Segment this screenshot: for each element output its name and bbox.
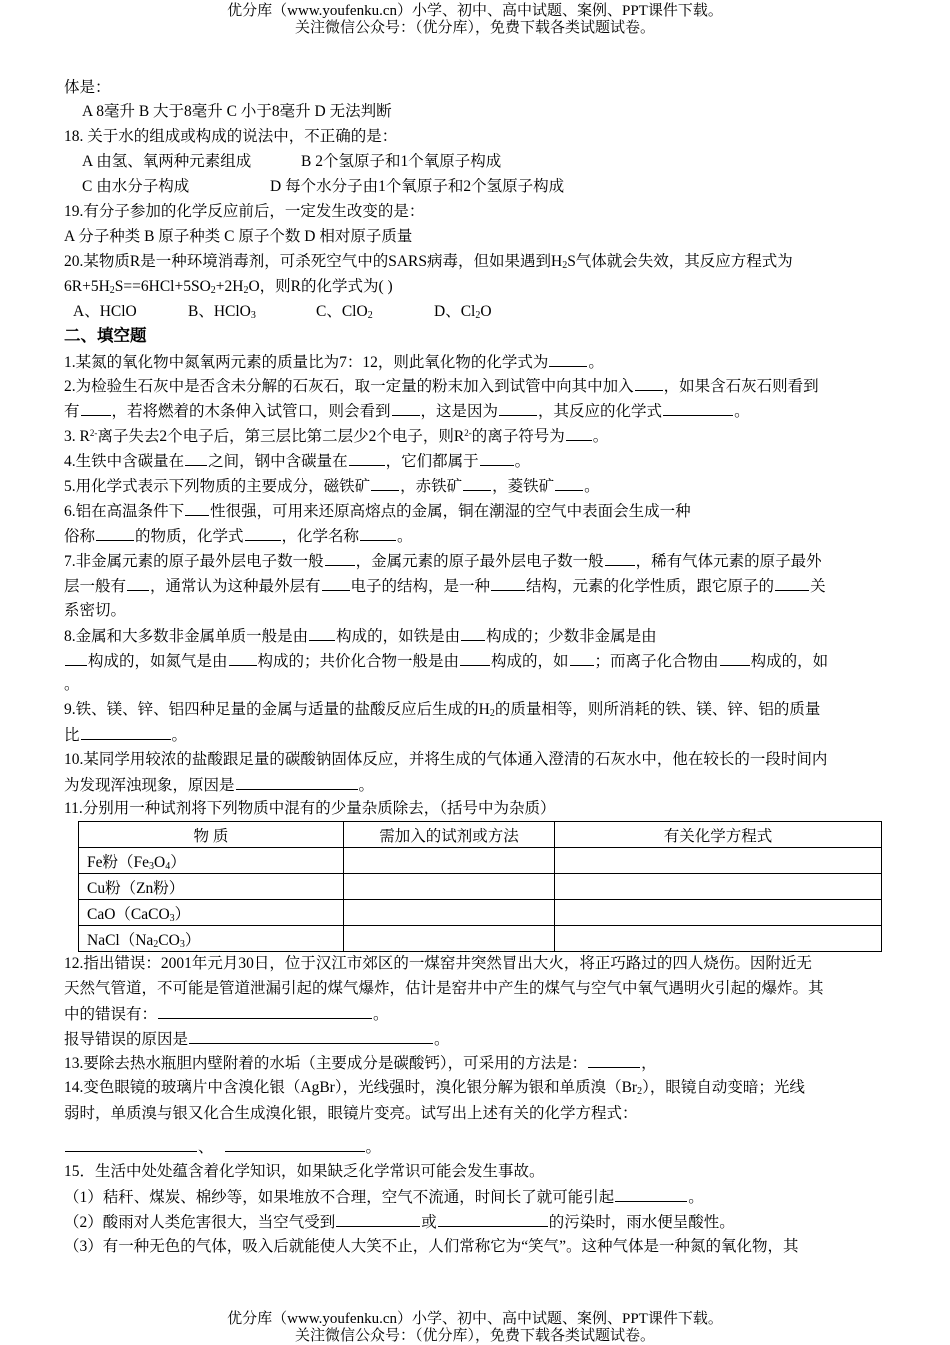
q18-option-d: D 每个水分子由1个氧原子和2个氢原子构成: [270, 178, 565, 195]
f3-line: 3. $R^{2-}$离子失去2个电子后，第三层比第二层少2个电子，则$R^{2-}$的离子符号为 。: [64, 428, 609, 445]
header-line-2: 关注微信公众号：（优分库），免费下载各类试题试卷。: [294, 20, 655, 36]
q18-option-b: B 2个氢原子和1个氧原子构成: [301, 153, 502, 170]
answer-blank[interactable]: [720, 651, 750, 666]
f11-stem: 11.分别用一种试剂将下列物质中混有的少量杂质除去，（括号中为杂质）: [64, 800, 556, 817]
q20-option-c: C、ClO$_2$: [316, 303, 373, 321]
table-cell-substance: CaO（CaCO$_3$）: [79, 900, 344, 926]
table-row: [79, 848, 882, 874]
answer-blank[interactable]: [229, 651, 257, 666]
f14-line1: 14.变色眼镜的玻璃片中含溴化银（AgBr），光线强时，溴化银分解为银和单质溴$(Br_2)$，眼镜自动变暗；光线: [64, 1079, 805, 1097]
table-cell-equation[interactable]: [555, 926, 882, 952]
table-cell-reagent[interactable]: [344, 848, 555, 874]
answer-blank[interactable]: [96, 526, 134, 541]
answer-blank[interactable]: [185, 501, 209, 516]
answer-blank[interactable]: [189, 1029, 433, 1044]
answer-blank[interactable]: [336, 1212, 420, 1227]
f10-line1: 10.某同学用较浓的盐酸跟足量的碳酸钠固体反应，并将生成的气体通入澄清的石灰水中，他在较长的一段时间内: [64, 751, 828, 768]
impurity-table: [78, 821, 882, 952]
answer-blank[interactable]: [570, 651, 594, 666]
answer-blank[interactable]: [236, 775, 358, 790]
f14-line3: 、 。: [64, 1137, 381, 1158]
answer-blank[interactable]: [461, 626, 485, 641]
answer-blank[interactable]: [566, 426, 592, 441]
q19-stem: 19.有分子参加的化学反应前后，一定发生改变的是：: [64, 203, 425, 220]
q20-option-a: A、HClO: [73, 303, 137, 320]
answer-blank[interactable]: [491, 576, 525, 591]
q20-option-b: B、HClO$_3$: [188, 303, 256, 321]
answer-blank[interactable]: [225, 1137, 365, 1152]
table-cell-equation[interactable]: [555, 874, 882, 900]
f7-line2: 层一般有 ，通常认为这种最外层有 电子的结构，是一种 结构，元素的化学性质，跟它原子的 关: [64, 578, 826, 595]
answer-blank[interactable]: [360, 526, 396, 541]
answer-blank[interactable]: [480, 451, 514, 466]
answer-blank[interactable]: [463, 476, 491, 491]
f8-line3: 。: [64, 676, 80, 693]
answer-blank[interactable]: [663, 401, 733, 416]
f4-line: 4.生铁中含碳量在 之间，钢中含碳量在 ，它们都属于 。: [64, 453, 531, 470]
table-row: [79, 874, 882, 900]
section-title: 二、填空题: [64, 326, 147, 345]
answer-blank[interactable]: [81, 725, 171, 740]
f2-line2: 有 ，若将燃着的木条伸入试管口，则会看到 ，这是因为 ，其反应的化学式 。: [64, 403, 750, 420]
q18-stem: 18. 关于水的组成或构成的说法中，不正确的是：: [64, 128, 398, 145]
f15-line2: （1）秸秆、煤炭、棉纱等，如果堆放不合理，空气不流通，时间长了就可能引起 。: [64, 1189, 704, 1206]
f6-line2: 俗称 的物质，化学式 ，化学名称 。: [64, 528, 413, 545]
answer-blank[interactable]: [605, 551, 635, 566]
table-header-cell: 需加入的试剂或方法: [344, 822, 555, 848]
q19-options: A 分子种类 B 原子种类 C 原子个数 D 相对原子质量: [64, 228, 413, 245]
answer-blank[interactable]: [549, 352, 587, 367]
f10-line2: 为发现浑浊现象，原因是 。: [64, 777, 375, 794]
answer-blank[interactable]: [65, 1137, 197, 1152]
f15-line3: （2）酸雨对人类危害很大，当空气受到 或 的污染时，雨水便呈酸性。: [64, 1214, 735, 1231]
q20-option-d: D、$Cl_2O$: [434, 303, 492, 321]
answer-blank[interactable]: [460, 651, 490, 666]
f8-line2: 构成的，如氮气是由 构成的；共价化合物一般是由 构成的，如 ；而离子化合物由 构成的，如: [64, 651, 828, 672]
header-line-1: 优分库（www.youfenku.cn）小学、初中、高中试题、案例、PPT课件下载。: [227, 3, 723, 19]
table-cell-equation[interactable]: [555, 900, 882, 926]
answer-blank[interactable]: [499, 401, 537, 416]
answer-blank[interactable]: [371, 476, 399, 491]
answer-blank[interactable]: [438, 1212, 548, 1227]
q17-tail: 体是：: [64, 79, 111, 96]
answer-blank[interactable]: [615, 1187, 687, 1202]
answer-blank[interactable]: [127, 576, 149, 591]
table-cell-substance: Fe粉$(Fe_3O_4)$: [79, 848, 344, 874]
f12-line1: 12.指出错误：2001年元月30日，位于汉江市郊区的一煤窑井突然冒出大火，将正巧路过的四人烧伤。因附近无: [64, 955, 812, 972]
answer-blank[interactable]: [635, 376, 663, 391]
answer-blank[interactable]: [158, 1004, 372, 1019]
table-row: [79, 926, 882, 952]
answer-blank[interactable]: [349, 451, 385, 466]
answer-blank[interactable]: [392, 401, 420, 416]
table-header-cell: 物 质: [79, 822, 344, 848]
f2-line1: 2.为检验生石灰中是否含未分解的石灰石，取一定量的粉末加入到试管中向其中加入 ，如果含石灰石则看到: [64, 378, 819, 395]
f12-line2: 天然气管道，不可能是管道泄漏引起的煤气爆炸，估计是窑井中产生的煤气与空气中氧气遇明火引起的爆炸。其: [64, 980, 824, 997]
answer-blank[interactable]: [555, 476, 583, 491]
table-header-row: [79, 822, 882, 848]
f1-line: 1.某氮的氧化物中氮氧两元素的质量比为7：12，则此氧化物的化学式为 。: [64, 354, 604, 371]
table-cell-reagent[interactable]: [344, 926, 555, 952]
answer-blank[interactable]: [185, 451, 207, 466]
table-cell-reagent[interactable]: [344, 900, 555, 926]
f9-line1: 9.铁、镁、锌、铝四种足量的金属与适量的盐酸反应后生成的$H_2$的质量相等，则所消耗的铁、镁、锌、铝的质量: [64, 701, 821, 719]
table-cell-substance: Cu粉（Zn粉）: [79, 874, 344, 900]
f12-line3: 中的错误有： 。: [64, 1006, 389, 1023]
table-cell-substance: $NaCl(Na_2CO_3)$: [79, 926, 344, 952]
f6-line1: 6.铝在高温条件下 性很强，可用来还原高熔点的金属，铜在潮湿的空气中表面会生成一种: [64, 503, 691, 520]
f7-line3: 系密切。: [64, 602, 127, 619]
table-row: [79, 900, 882, 926]
footer-line-2: 关注微信公众号：（优分库），免费下载各类试题试卷。: [294, 1328, 655, 1344]
q18-option-a: A 由氢、氧两种元素组成: [82, 153, 252, 170]
f15-line1: 15．生活中处处蕴含着化学知识，如果缺乏化学常识可能会发生事故。: [64, 1163, 545, 1180]
answer-blank[interactable]: [81, 401, 111, 416]
answer-blank[interactable]: [245, 526, 281, 541]
f7-line1: 7.非金属元素的原子最外层电子数一般 ，金属元素的原子最外层电子数一般 ，稀有气体元素的原子最外: [64, 553, 822, 570]
table-cell-reagent[interactable]: [344, 874, 555, 900]
answer-blank[interactable]: [65, 651, 87, 666]
q20-stem-line1: 20.某物质R是一种环境消毒剂，可杀死空气中的SARS病毒，但如果遇到$H_2S$气体就会失效，其反应方程式为: [64, 253, 793, 271]
answer-blank[interactable]: [325, 551, 355, 566]
table-header-cell: 有关化学方程式: [555, 822, 882, 848]
table-cell-equation[interactable]: [555, 848, 882, 874]
f12-line4: 报导错误的原因是 。: [64, 1031, 450, 1048]
answer-blank[interactable]: [775, 576, 809, 591]
q20-equation: $6R+5H_2S==6HCl+5SO_2+2H_2O$，则R的化学式为( ): [64, 278, 393, 296]
f13-line: 13.要除去热水瓶胆内壁附着的水垢（主要成分是碳酸钙），可采用的方法是： ，: [64, 1055, 657, 1072]
q17-options: A 8毫升 B 大于8毫升 C 小于8毫升 D 无法判断: [82, 103, 392, 120]
answer-blank[interactable]: [322, 576, 350, 591]
answer-blank[interactable]: [309, 626, 335, 641]
q18-option-c: C 由水分子构成: [82, 178, 190, 195]
f15-line4: （3）有一种无色的气体，吸入后就能使人大笑不止，人们常称它为“笑气”。这种气体是一种氮的氧化物，其: [64, 1238, 799, 1255]
f9-line2: 比 。: [64, 727, 188, 744]
f14-line2: 弱时，单质溴与银又化合生成溴化银，眼镜片变亮。试写出上述有关的化学方程式：: [64, 1105, 638, 1122]
footer-line-1: 优分库（www.youfenku.cn）小学、初中、高中试题、案例、PPT课件下载。: [227, 1311, 723, 1327]
answer-blank[interactable]: [588, 1053, 640, 1068]
f8-line1: 8.金属和大多数非金属单质一般是由 构成的，如铁是由 构成的；少数非金属是由: [64, 628, 657, 645]
f5-line: 5.用化学式表示下列物质的主要成分，磁铁矿 ，赤铁矿 ，菱铁矿 。: [64, 478, 600, 495]
